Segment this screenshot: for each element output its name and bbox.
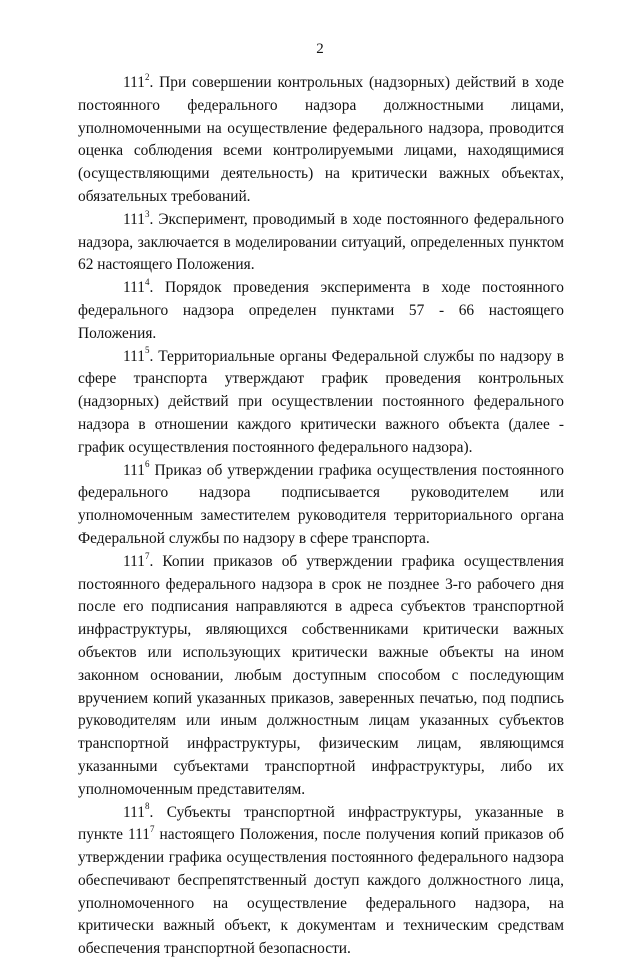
- paragraph-number-superscript: 8: [145, 801, 150, 811]
- paragraph-111-7: [78, 551, 564, 802]
- paragraph-number-superscript: 3: [145, 209, 150, 219]
- paragraph-text: . Территориальные органы Федеральной службы по надзору в сфере транспорта утверждают график проведения контрольных (надзорных) действий при осуществлении постоянного федерального надзора в отношении каждого критически важного объекта (далее - график осуществления постоянного федерального надзора).: [78, 348, 564, 456]
- paragraph-number: 111: [123, 74, 145, 91]
- reference-superscript: 7: [150, 824, 155, 834]
- paragraph-111-3: [78, 209, 564, 277]
- paragraph-text: . При совершении контрольных (надзорных) действий в ходе постоянного федерального надзора должностными лицами, уполномоченными на осуществление федерального надзора, проводится оценка соблюдения всеми контролируемыми лицами, находящимися (осуществляющими деятельность) на критически важных объектах, обязательных требований.: [78, 74, 564, 205]
- paragraph-number: 111: [123, 348, 145, 365]
- paragraph-number: 111: [123, 211, 145, 228]
- paragraph-number: 111: [123, 279, 145, 296]
- paragraph-text: . Порядок проведения эксперимента в ходе постоянного федерального надзора определен пунктами 57 - 66 настоящего Положения.: [78, 279, 564, 342]
- paragraph-111-5: [78, 346, 564, 460]
- paragraph-111-8: [78, 802, 564, 961]
- paragraph-number-superscript: 4: [145, 277, 150, 287]
- paragraph-111-4: [78, 277, 564, 345]
- page-number: 2: [0, 40, 640, 58]
- paragraph-number: 111: [123, 553, 145, 570]
- paragraph-text-lead: . Субъекты транспортной инфраструктуры, указанные в пункте 111: [78, 804, 564, 844]
- paragraph-number-superscript: 5: [145, 345, 150, 355]
- paragraph-number-superscript: 2: [145, 72, 150, 82]
- document-body: [78, 72, 564, 961]
- paragraph-number: 111: [123, 804, 145, 821]
- paragraph-text: Приказ об утверждении графика осуществления постоянного федерального надзора подписывается руководителем или уполномоченным заместителем руководителя территориального органа Федеральной службы по надзору в сфере транспорта.: [78, 462, 564, 547]
- paragraph-text: . Эксперимент, проводимый в ходе постоянного федерального надзора, заключается в моделировании ситуаций, определенных пунктом 62 настоящего Положения.: [78, 211, 564, 274]
- paragraph-number-superscript: 6: [145, 459, 150, 469]
- paragraph-111-6: [78, 460, 564, 551]
- paragraph-number: 111: [123, 462, 145, 479]
- paragraph-text: настоящего Положения, после получения копий приказов об утверждении графика осуществления постоянного федерального надзора обеспечивают беспрепятственный доступ каждого должностного лица, уполномоченного на осуществление федерального надзора, на критически важный объект, к документам и техническим средствам обеспечения транспортной безопасности.: [78, 826, 564, 957]
- paragraph-111-2: [78, 72, 564, 209]
- paragraph-text: . Копии приказов об утверждении графика осуществления постоянного федерального надзора в срок не позднее 3-го рабочего дня после его подписания направляются в адреса субъектов транспортной инфраструктуры, являющихся собственниками критически важных объектов или использующих критически важные объекты на ином законном основании, любым доступным способом с последующим вручением копий указанных приказов, заверенных печатью, под подпись руководителям или иным должностным лицам указанных субъектов транспортной инфраструктуры, физическим лицам, являющимся указанными субъектами транспортной инфраструктуры, либо их уполномоченным представителям.: [78, 553, 564, 798]
- paragraph-number-superscript: 7: [145, 551, 150, 561]
